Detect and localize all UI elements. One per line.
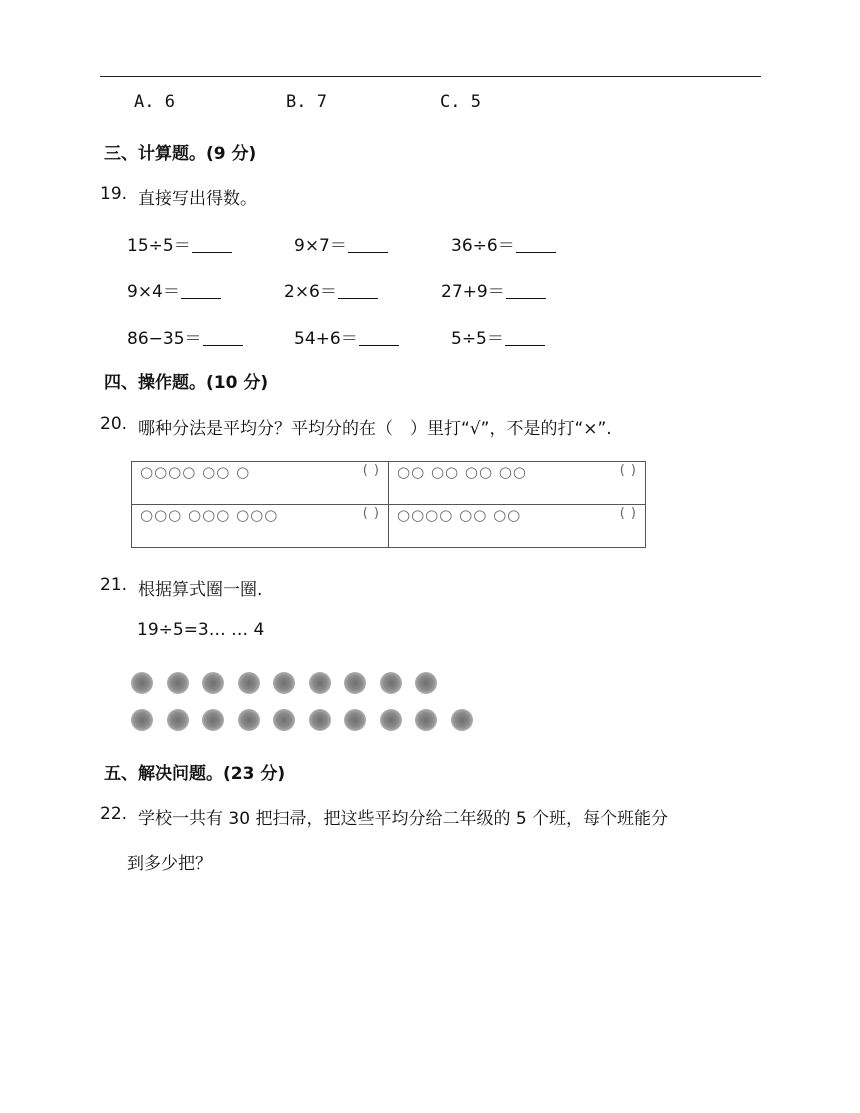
counter-dot[interactable] [273, 709, 295, 731]
circle-groups: ○○○○ ○○ ○○ [397, 506, 522, 524]
question-text-21: 根据算式圈一圈. [138, 580, 263, 600]
counter-dot[interactable] [238, 709, 260, 731]
question-text-19: 直接写出得数。 [138, 189, 257, 209]
division-formula: 19÷5=3… … 4 [137, 620, 265, 640]
question-number-19: 19. [100, 184, 128, 204]
circle-groups: ○○○ ○○○ ○○○ [140, 506, 279, 524]
answer-blank[interactable] [338, 282, 378, 299]
answer-parentheses[interactable]: ( ) [619, 506, 637, 521]
calc-item: 86−35＝ [127, 324, 243, 349]
answer-blank[interactable] [505, 329, 545, 346]
calc-item: 27+9＝ [441, 277, 546, 302]
header-divider [100, 76, 761, 77]
section-title-operation: 四、操作题。(10 分) [104, 373, 269, 393]
calc-item: 2×6＝ [284, 277, 378, 302]
question-text-20: 哪种分法是平均分？平均分的在（ ）里打“√”，不是的打“×”. [138, 419, 612, 439]
option-cell [132, 505, 389, 548]
circle-groups: ○○ ○○ ○○ ○○ [397, 463, 528, 481]
option-a: A. 6 [134, 92, 175, 112]
counter-dot[interactable] [309, 709, 331, 731]
question-text-22-line2: 到多少把？ [127, 854, 212, 874]
calc-item: 5÷5＝ [451, 324, 545, 349]
section-title-calculation: 三、计算题。(9 分) [104, 144, 257, 164]
circle-groups: ○○○○ ○○ ○ [140, 463, 251, 481]
answer-parentheses[interactable]: ( ) [619, 463, 637, 478]
question-number-21: 21. [100, 575, 128, 595]
option-c: C. 5 [440, 92, 481, 112]
answer-blank[interactable] [506, 282, 546, 299]
answer-blank[interactable] [203, 329, 243, 346]
answer-blank[interactable] [516, 236, 556, 253]
calc-item: 54+6＝ [294, 324, 399, 349]
question-number-20: 20. [100, 414, 128, 434]
question-number-22: 22. [100, 804, 128, 824]
calc-item: 9×7＝ [294, 231, 388, 256]
counter-dot[interactable] [202, 672, 224, 694]
calc-item: 36÷6＝ [451, 231, 556, 256]
option-b: B. 7 [286, 92, 327, 112]
counter-dot[interactable] [344, 709, 366, 731]
option-cell [389, 505, 646, 548]
counter-dot[interactable] [415, 672, 437, 694]
answer-blank[interactable] [181, 282, 221, 299]
answer-parentheses[interactable]: ( ) [362, 463, 380, 478]
division-options-table [131, 461, 646, 548]
section-title-problem-solving: 五、解决问题。(23 分) [104, 764, 286, 784]
calc-item: 15÷5＝ [127, 231, 232, 256]
counter-dot[interactable] [415, 709, 437, 731]
counter-dot[interactable] [344, 672, 366, 694]
option-cell [389, 462, 646, 505]
counter-dot[interactable] [167, 672, 189, 694]
counter-dot[interactable] [202, 709, 224, 731]
counter-dot[interactable] [273, 672, 295, 694]
answer-blank[interactable] [348, 236, 388, 253]
counter-dot[interactable] [380, 672, 402, 694]
counter-dot[interactable] [309, 672, 331, 694]
option-cell [132, 462, 389, 505]
calc-item: 9×4＝ [127, 277, 221, 302]
counter-dot[interactable] [380, 709, 402, 731]
counter-dot[interactable] [451, 709, 473, 731]
answer-blank[interactable] [192, 236, 232, 253]
question-text-22-line1: 学校一共有 30 把扫帚，把这些平均分给二年级的 5 个班，每个班能分 [138, 809, 669, 829]
counter-dot[interactable] [131, 672, 153, 694]
counter-dot[interactable] [167, 709, 189, 731]
answer-blank[interactable] [359, 329, 399, 346]
answer-parentheses[interactable]: ( ) [362, 506, 380, 521]
counter-dot[interactable] [131, 709, 153, 731]
counter-dot[interactable] [238, 672, 260, 694]
